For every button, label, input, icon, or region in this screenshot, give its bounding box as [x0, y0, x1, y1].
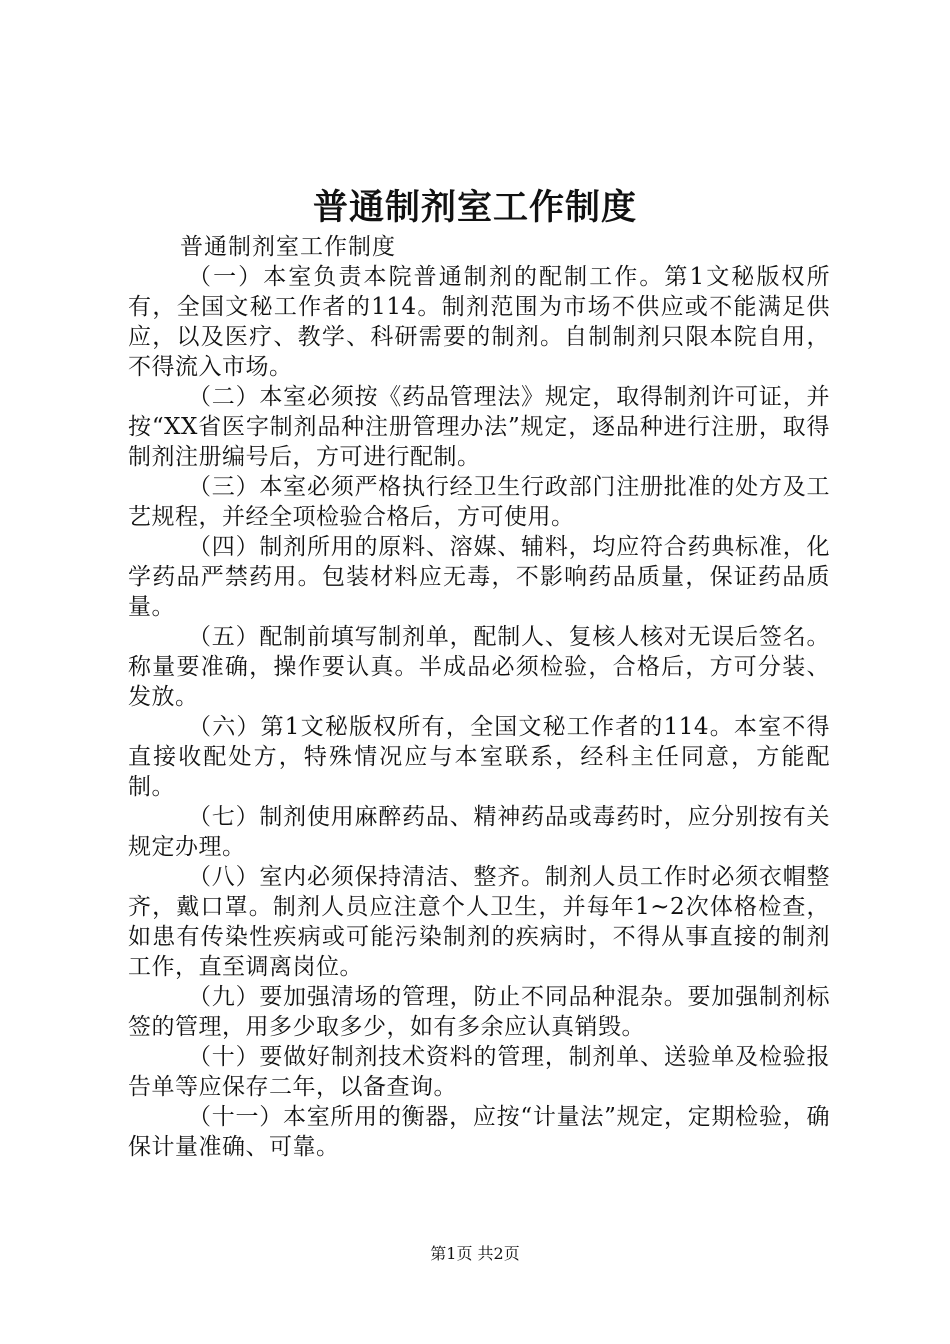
document-title: 普通制剂室工作制度 [312, 187, 637, 228]
paragraph-9: （九）要加强清场的管理，防止不同品种混杂。要加强制剂标签的管理，用多少取多少，如有多余应认真销毁。 [128, 984, 830, 1040]
paragraph-7: （七）制剂使用麻醉药品、精神药品或毒药时，应分别按有关规定办理。 [128, 804, 830, 860]
paragraph-10: （十）要做好制剂技术资料的管理，制剂单、送验单及检验报告单等应保存二年，以备查询。 [128, 1044, 830, 1100]
paragraph-3: （三）本室必须严格执行经卫生行政部门注册批准的处方及工艺规程，并经全项检验合格后，方可使用。 [128, 474, 830, 530]
document-subtitle: 普通制剂室工作制度 [180, 234, 396, 260]
paragraph-6: （六）第1文秘版权所有，全国文秘工作者的114。本室不得直接收配处方，特殊情况应与本室联系，经科主任同意，方能配制。 [128, 714, 830, 800]
paragraph-5: （五）配制前填写制剂单，配制人、复核人核对无误后签名。称量要准确，操作要认真。半成品必须检验，合格后，方可分装、发放。 [128, 624, 830, 710]
paragraph-4: （四）制剂所用的原料、溶媒、辅料，均应符合药典标准，化学药品严禁药用。包装材料应无毒，不影响药品质量，保证药品质量。 [128, 534, 830, 620]
paragraph-2: （二）本室必须按《药品管理法》规定，取得制剂许可证，并按“XX省医字制剂品种注册管理办法”规定，逐品种进行注册，取得制剂注册编号后，方可进行配制。 [128, 384, 830, 470]
paragraph-11: （十一）本室所用的衡器，应按“计量法”规定，定期检验，确保计量准确、可靠。 [128, 1104, 830, 1160]
paragraph-1: （一）本室负责本院普通制剂的配制工作。第1文秘版权所有，全国文秘工作者的114。制剂范围为市场不供应或不能满足供应，以及医疗、教学、科研需要的制剂。自制制剂只限本院自用，不得流入市场。 [128, 264, 830, 380]
paragraph-8: （八）室内必须保持清洁、整齐。制剂人员工作时必须衣帽整齐，戴口罩。制剂人员应注意个人卫生，并每年1~2次体格检查，如患有传染性疾病或可能污染制剂的疾病时，不得从事直接的制剂工作，直至调离岗位。 [128, 864, 830, 980]
page-number-footer: 第1页 共2页 [430, 1244, 520, 1263]
document-body [128, 232, 830, 1162]
